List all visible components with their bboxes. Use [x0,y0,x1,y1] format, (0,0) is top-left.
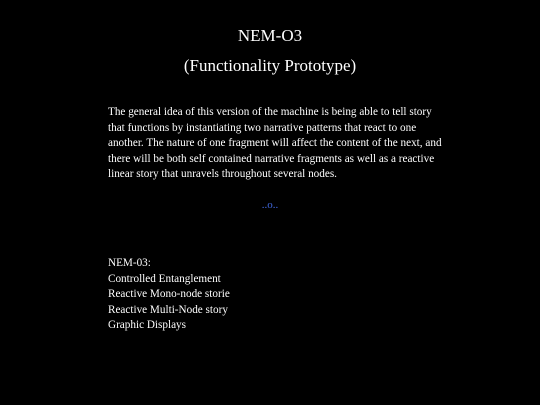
page-title: NEM-O3 [237,26,303,45]
feature-item-controlled-entanglement: Controlled Entanglement [108,272,221,285]
feature-item-mono-node: Reactive Mono-node storie [108,288,230,300]
feature-item-graphic-displays: Graphic Displays [108,319,186,331]
feature-item-multi-node: Reactive Multi-Node story [108,303,228,316]
page-subtitle: (Functionality Prototype) [183,56,357,75]
feature-heading: NEM-03: [108,257,151,269]
next-link[interactable]: ..o.. [261,199,279,211]
feature-list [108,256,408,334]
description-paragraph: The general idea of this version of the machine is being able to tell story that functions by instantiating two narrative patterns that react to one another. The nature of one fragment will affect the content of the next, and there will be both self contained narrative fragments as well as a reactive linear story that unravels throughout several nodes. [108,106,442,180]
